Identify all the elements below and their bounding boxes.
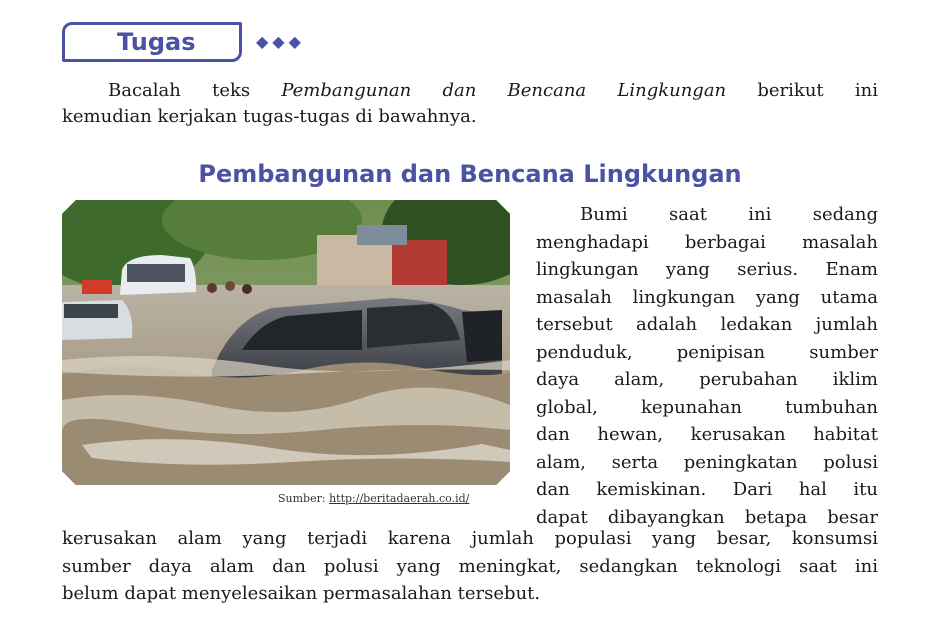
body-line: daya alam, perubahan iklim — [536, 369, 878, 390]
article-title: Pembangunan dan Bencana Lingkungan — [198, 160, 742, 188]
body-text-right — [536, 201, 878, 531]
flood-photo — [62, 200, 510, 485]
body-line: menghadapi berbagai masalah — [536, 231, 878, 253]
caption-prefix: Sumber: — [278, 492, 330, 505]
tugas-label: Tugas — [117, 28, 196, 56]
body-line: global, kepunahan tumbuhan — [536, 396, 878, 418]
diamond-icons: ◆◆◆ — [256, 32, 305, 51]
image-caption — [278, 492, 469, 506]
body-line: lingkungan yang serius. Enam — [536, 259, 878, 280]
body-line: Bumi saat ini sedang — [580, 204, 878, 225]
intro-text-1: Bacalah teks — [108, 80, 282, 101]
intro-line-2: kemudian kerjakan tugas-tugas di bawahnya. — [62, 106, 477, 127]
body-line: sumber daya alam dan polusi yang meningkat, sedangkan teknologi saat ini — [62, 555, 878, 577]
body-line: dan kemiskinan. Dari hal itu — [536, 479, 878, 500]
body-line: tersebut adalah ledakan jumlah — [536, 314, 878, 335]
body-line: dan hewan, kerusakan habitat — [536, 424, 878, 445]
flood-illustration — [62, 200, 510, 485]
body-line: belum dapat menyelesaikan permasalahan tersebut. — [62, 583, 541, 604]
intro-text-2: berikut ini — [726, 80, 878, 101]
intro-line-1 — [62, 78, 878, 104]
body-line: kerusakan alam yang terjadi karena jumlah populasi yang besar, konsumsi — [62, 528, 878, 549]
body-text-full — [62, 525, 878, 608]
intro-paragraph — [62, 78, 878, 130]
body-line: dapat dibayangkan betapa besar — [536, 506, 878, 528]
body-line: alam, serta peningkatan polusi — [536, 451, 878, 473]
body-line: masalah lingkungan yang utama — [536, 286, 878, 308]
intro-title-italic: Pembangunan dan Bencana Lingkungan — [281, 80, 727, 101]
caption-link[interactable]: http://beritadaerah.co.id/ — [329, 492, 470, 505]
body-line: penduduk, penipisan sumber — [536, 341, 878, 363]
